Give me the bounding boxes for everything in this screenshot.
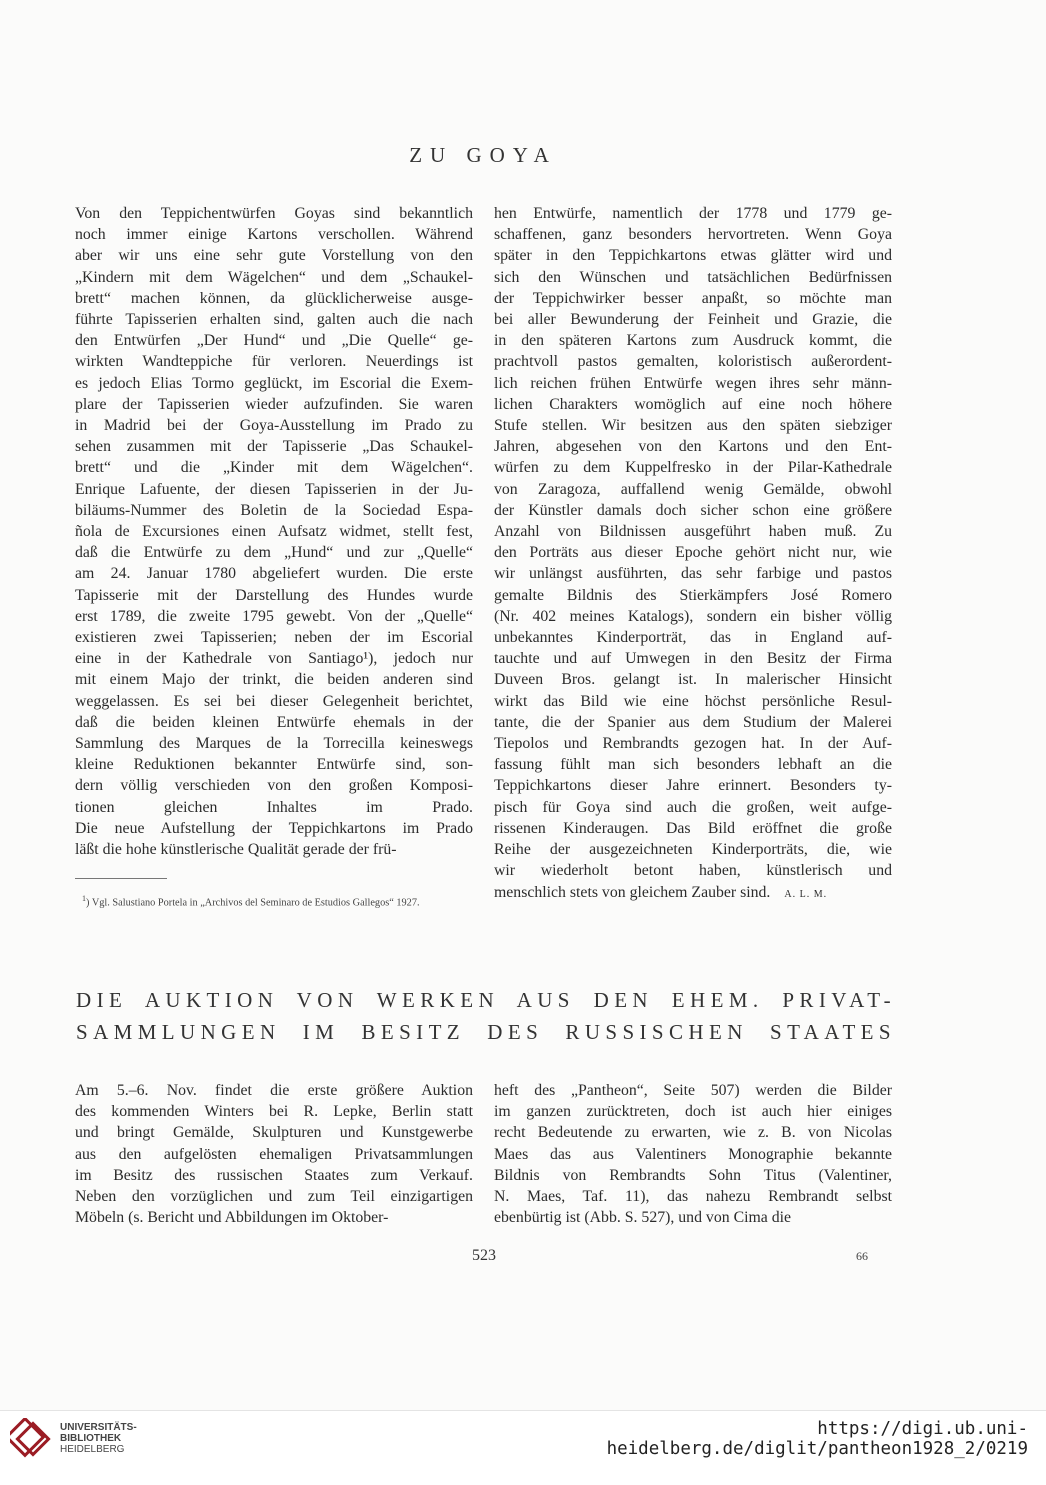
footnote-rule (75, 878, 167, 879)
goya-right-column (494, 203, 892, 905)
text-line: der Teppichwirker besser anpaßt, so möchte man (494, 289, 892, 307)
text-line: unbekanntes Kinderporträt, das in England auf- (494, 629, 892, 647)
text-line: später in den Teppichkartons etwas glätter wird und (494, 247, 892, 265)
text-line: den Entwürfen „Der Hund“ und „Die Quelle“ ge- (75, 332, 473, 350)
auction-left-column (75, 1080, 473, 1228)
text-line: ebenbürtig ist (Abb. S. 527), und von Cima die (494, 1209, 792, 1227)
text-line: im Besitz des russischen Staates zum Verkauf. (75, 1166, 473, 1184)
text-line: prachtvoll pastos gemalten, koloristisch außerordent- (494, 353, 892, 371)
text-line: Maes das aus Valentiners Monographie bekannte (494, 1145, 892, 1163)
text-line: sich den Wünschen und tatsächlichen Bedürfnissen (494, 268, 892, 286)
ub-heidelberg-logo-icon[interactable] (10, 1418, 52, 1460)
text-line: ñola de Excursiones einen Aufsatz widmet, stellt fest, (75, 523, 473, 541)
text-line: hen Entwürfe, namentlich der 1778 und 1779 ge- (494, 205, 892, 222)
text-line: fassung fühlt man sich besonders lebhaft an die (494, 756, 892, 774)
footnote-text: ) Vgl. Salustiano Portela in „Archivos del Seminaro de Estudios Gallegos“ 1927. (86, 897, 420, 909)
text-line: rissenen Kinderaugen. Das Bild eröffnet die große (494, 819, 892, 837)
text-line: N. Maes, Taf. 11), das nahezu Rembrandt selbst (494, 1188, 892, 1206)
text-line: weggelassen. Es sei bei dieser Gelegenheit berichtet, (75, 692, 473, 710)
text-line: Neben den vorzüglichen und zum Teil einzigartigen (75, 1188, 473, 1206)
text-line: Tapisserie mit der Darstellung des Hundes wurde (75, 586, 473, 604)
text-line: wir unlängst ausführten, das sehr farbige und pastos (494, 565, 892, 583)
text-line: biläums-Nummer des Boletin de la Sociedad Espa- (75, 501, 473, 519)
text-line: daß die Entwürfe zu dem „Hund“ und zur „Quelle“ (75, 544, 473, 562)
text-line: (Nr. 402 meines Katalogs), sondern ein bisher völlig (494, 607, 892, 625)
text-line: „Kindern mit dem Wägelchen“ und dem „Schaukel- (75, 268, 473, 286)
text-line: wir wiederholt betont haben, künstlerisch und (494, 862, 892, 880)
text-line: gemalte Bildnis des Stierkämpfers José Romero (494, 586, 892, 604)
text-line: Möbeln (s. Bericht und Abbildungen im Oktober- (75, 1209, 389, 1227)
auction-heading-line2: SAMMLUNGEN IM BESITZ DES RUSSISCHEN STAATES (76, 1020, 896, 1044)
text-line: Enrique Lafuente, der diesen Tapisserien in der Ju- (75, 480, 473, 498)
text-line: würfen zu dem Kuppelfresko in der Pilar-Kathedrale (494, 459, 892, 477)
text-line: tionen gleichen Inhaltes im Prado. (75, 798, 473, 816)
text-line: plare der Tapisserien wieder aufzufinden. Sie waren (75, 395, 473, 413)
text-line: wirkt das Bild wie eine höchst persönliche Resul- (494, 692, 892, 710)
text-line: schaffenen, ganz besonders hervortreten. Wenn Goya (494, 226, 892, 244)
auction-heading-line1: DIE AUKTION VON WERKEN AUS DEN EHEM. PRIVAT- (76, 988, 896, 1012)
page-number: 523 (472, 1247, 496, 1264)
text-line: erst 1789, die zweite 1795 gewebt. Von der „Quelle“ (75, 607, 473, 625)
text-line: menschlich stets von gleichem Zauber sind. (494, 883, 771, 901)
auction-right-column (494, 1080, 892, 1228)
text-line: kleine Reduktionen bekannter Entwürfe sind, son- (75, 756, 473, 774)
text-line: Am 5.–6. Nov. findet die erste größere Auktion (75, 1082, 473, 1099)
footnote-mark: 1 (82, 894, 86, 903)
text-line: aus den aufgelösten ehemaligen Privatsammlungen (75, 1145, 473, 1163)
institution-line2: BIBLIOTHEK (60, 1433, 122, 1444)
text-line: Stufe stellen. Wir besitzen aus den späten siebziger (494, 417, 892, 435)
text-line: in Madrid bei der Goya-Ausstellung im Prado zu (75, 417, 473, 435)
text-line: brett“ und die „Kinder mit dem Wägelchen“. (75, 459, 473, 477)
text-line: den Porträts aus dieser Epoche gehört nicht nur, wie (494, 544, 892, 562)
institution-line1: UNIVERSITÄTS- (60, 1422, 137, 1433)
text-line: heft des „Pantheon“, Seite 507) werden die Bilder (494, 1082, 892, 1099)
text-line: dern völlig verschieden von den großen Komposi- (75, 777, 473, 795)
text-line: Die neue Aufstellung der Teppichkartons im Prado (75, 819, 473, 837)
text-line: Reihe der ausgezeichneten Kinderporträts, die, wie (494, 841, 892, 859)
text-line: im ganzen zurücktreten, doch ist auch hier einiges (494, 1103, 892, 1121)
text-line: recht Bedeutende zu erwarten, wie z. B. von Nicolas (494, 1124, 892, 1142)
text-line: des kommenden Winters bei R. Lepke, Berlin statt (75, 1103, 473, 1121)
signature-mark: 66 (856, 1249, 868, 1263)
text-line: in den späteren Kartons zum Ausdruck kommt, die (494, 332, 892, 350)
text-line: Teppichkartons dieser Jahre erinnert. Besonders ty- (494, 777, 892, 795)
text-line: Von den Teppichentwürfen Goyas sind bekanntlich (75, 205, 473, 222)
footnote (82, 894, 474, 908)
institution-name (60, 1422, 137, 1455)
text-line: Sammlung des Marques de la Torrecilla keineswegs (75, 735, 473, 753)
text-line: es jedoch Elias Tormo geglückt, im Escorial die Exem- (75, 374, 473, 392)
text-line: der Künstler damals doch sicher schon eine größere (494, 501, 892, 519)
source-url[interactable]: https://digi.ub.uni-heidelberg.de/diglit/pantheon1928_2/0219 (606, 1419, 1028, 1459)
text-line: bei aller Bewunderung der Feinheit und Grazie, die (494, 311, 892, 329)
text-line: sehen zusammen mit der Tapisserie „Das Schaukel- (75, 438, 473, 456)
text-line: Tiepolos und Rembrandts gezogen hat. In der Auf- (494, 735, 892, 753)
text-line: pisch für Goya sind auch die großen, weit aufge- (494, 798, 892, 816)
text-line: führte Tapisserien erhalten sind, galten auch die nach (75, 311, 473, 329)
text-line: tante, die der Spanier aus dem Studium der Malerei (494, 713, 892, 731)
text-line: und bringt Gemälde, Skulpturen und Kunstgewerbe (75, 1124, 473, 1142)
article-title-goya: ZU GOYA (409, 143, 557, 167)
text-line: daß die beiden kleinen Entwürfe ehemals in der (75, 713, 473, 731)
text-line: lichen Charakters womöglich auf eine noch höhere (494, 395, 892, 413)
text-line: noch immer einige Kartons verschollen. Während (75, 226, 473, 244)
text-line: am 24. Januar 1780 abgeliefert wurden. Die erste (75, 565, 473, 583)
institution-line3: HEIDELBERG (60, 1444, 125, 1455)
text-line: existieren zwei Tapisserien; neben der im Escorial (75, 629, 473, 647)
text-line: Anzahl von Bildnissen ausgeführt haben muß. Zu (494, 523, 892, 541)
text-line: wirkten Wandteppiche für verloren. Neuerdings ist (75, 353, 473, 371)
text-line: mit einem Majo der trinkt, die beiden anderen sind (75, 671, 473, 689)
text-line: brett“ machen können, da glücklicherweise ausge- (75, 289, 473, 307)
text-line: Duveen Bros. gelangt ist. In malerischer Hinsicht (494, 671, 892, 689)
text-line: eine in der Kathedrale von Santiago¹), jedoch nur (75, 650, 473, 668)
text-line: lich reichen frühen Entwürfe wegen ihres sehr männ- (494, 374, 892, 392)
text-line: tauchte und auf Umwegen in den Besitz der Firma (494, 650, 892, 668)
text-line: aber wir uns eine sehr gute Vorstellung von den (75, 247, 473, 265)
text-line: läßt die hohe künstlerische Qualität gerade der frü- (75, 841, 397, 859)
author-signature: A. L. M. (784, 888, 828, 900)
text-line: Jahren, abgesehen von den Kartons und den Ent- (494, 438, 892, 456)
goya-left-column (75, 203, 473, 860)
text-line: Bildnis von Rembrandts Sohn Titus (Valentiner, (494, 1166, 892, 1184)
text-line: von Zaragoza, auffallend wenig Gemälde, obwohl (494, 480, 892, 498)
